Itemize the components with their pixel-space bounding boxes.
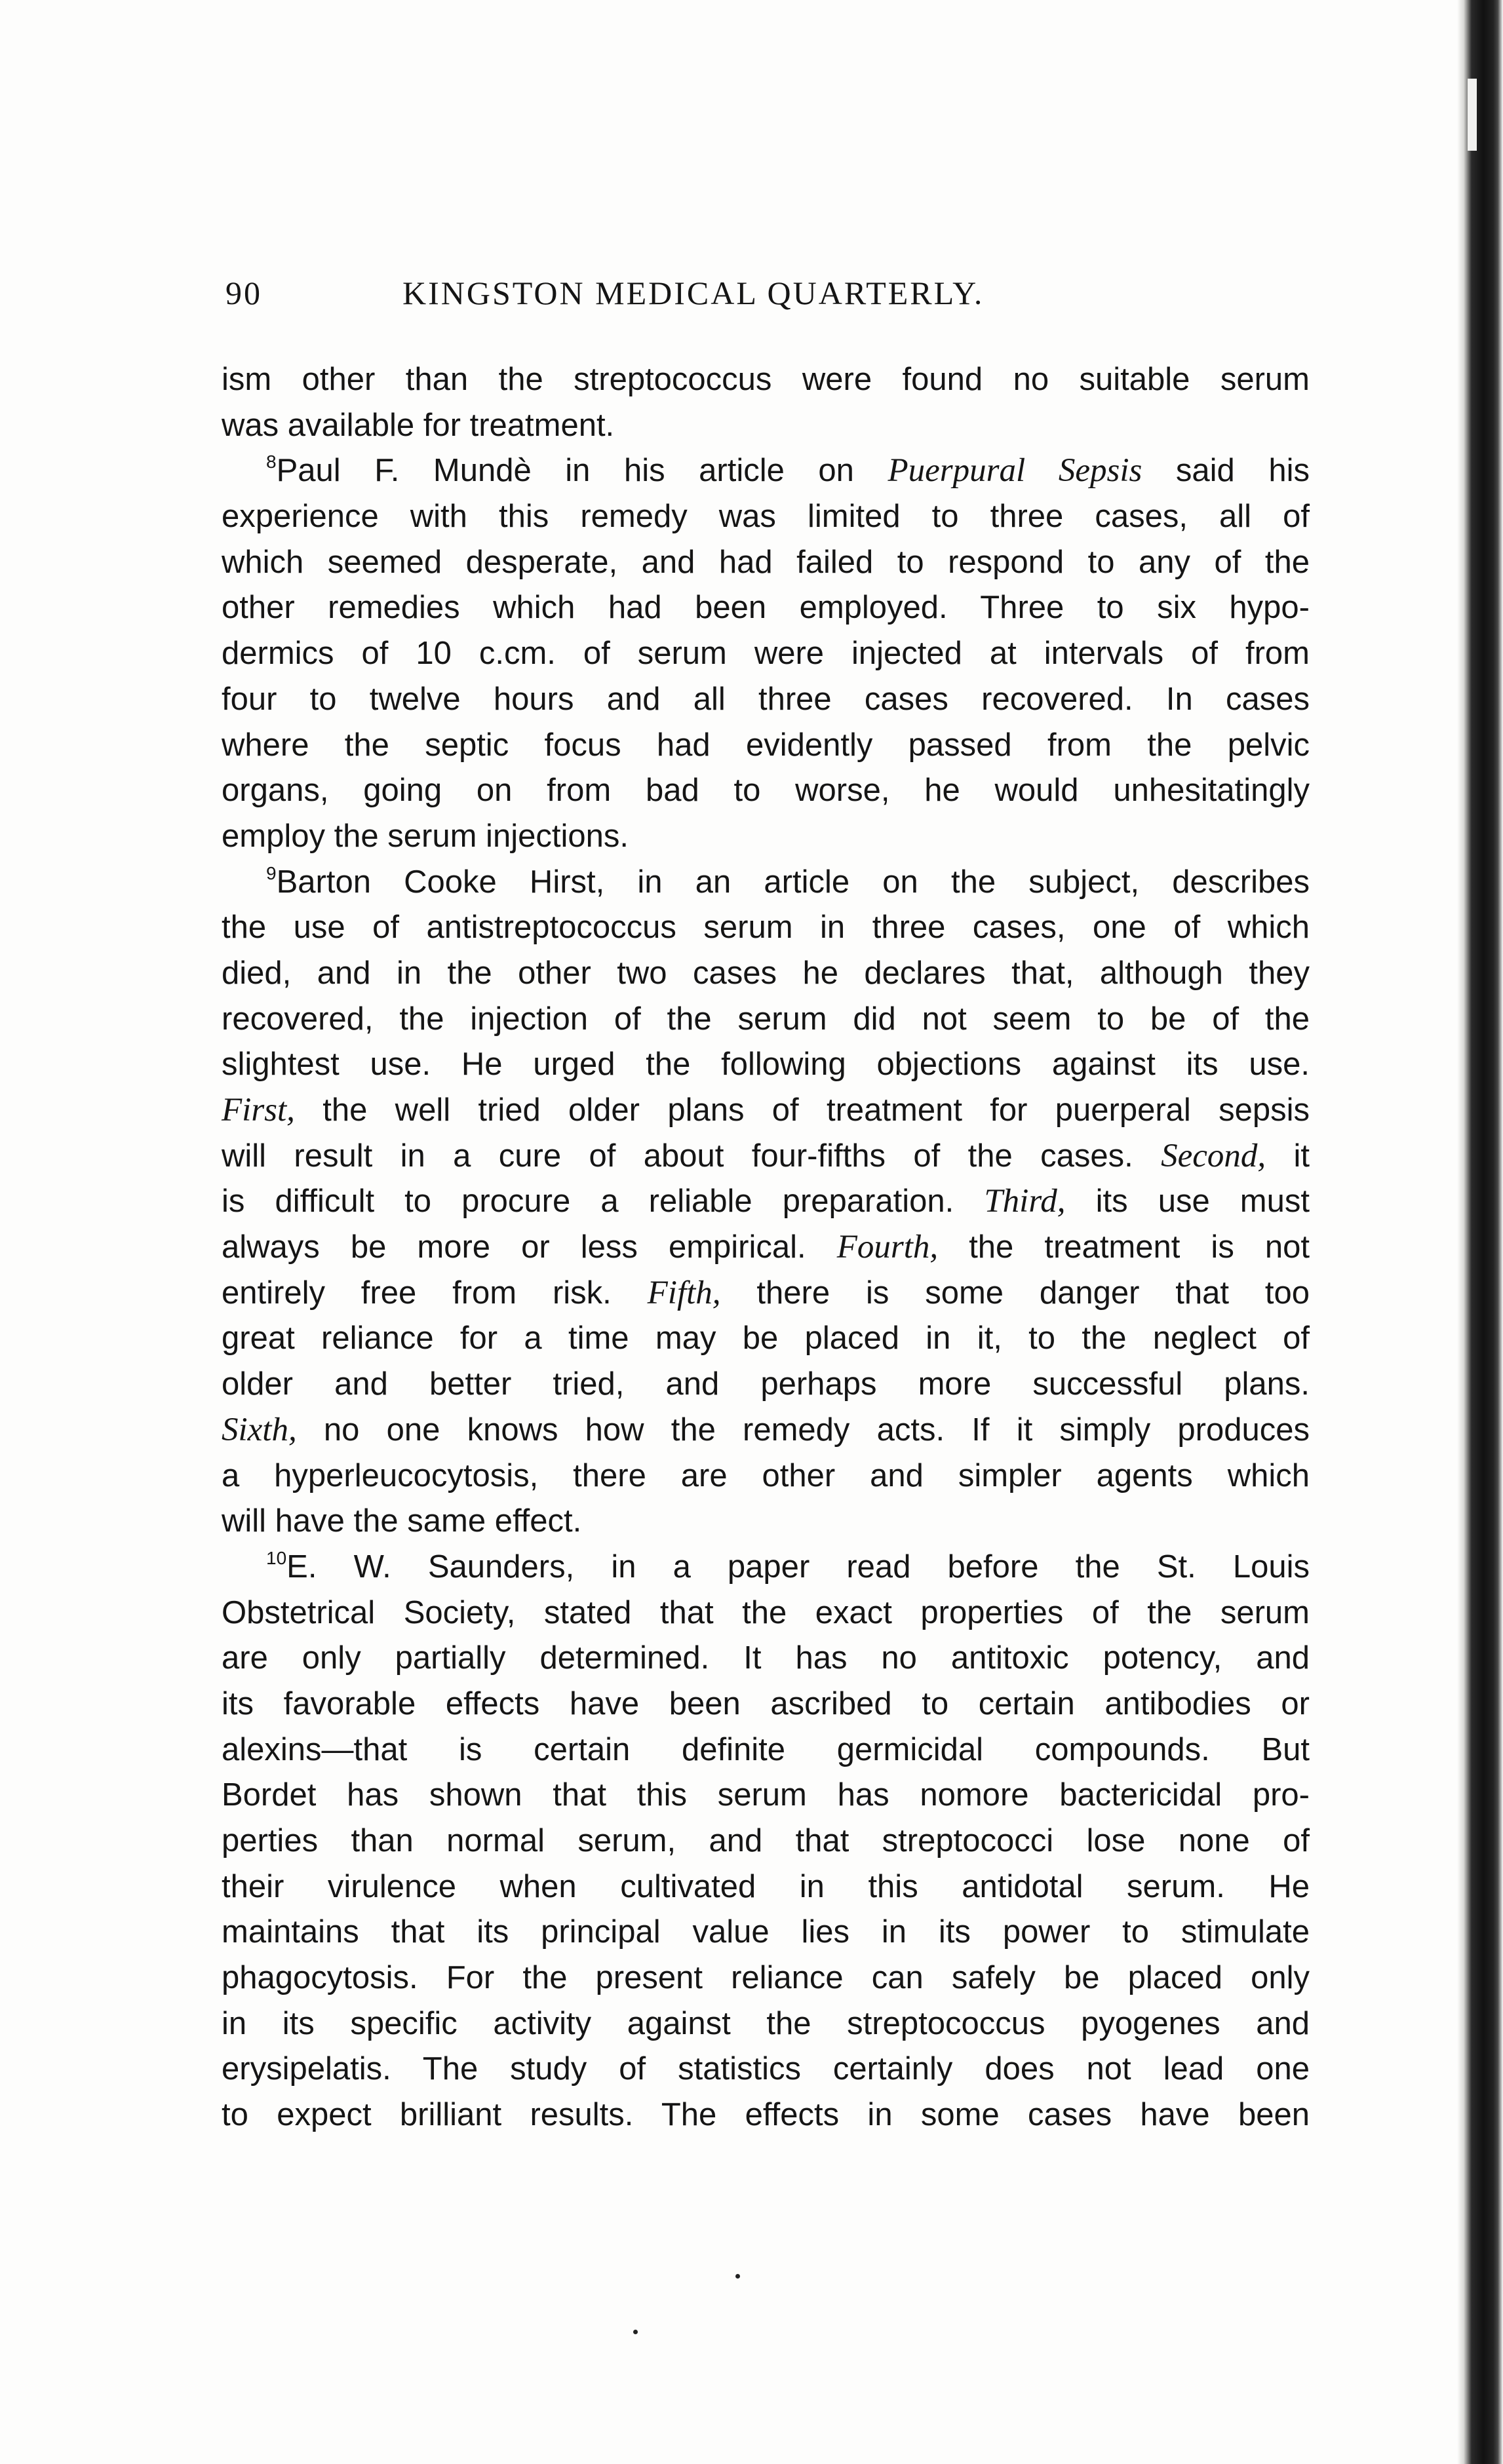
text-run: great reliance for a time may be placed in it, to the neglect of <box>222 1320 1310 1357</box>
body-text <box>222 357 1310 2138</box>
text-run: in its specific activity against the streptococcus pyogenes and <box>222 2005 1310 2041</box>
text-line <box>222 2092 1310 2138</box>
text-line <box>222 2047 1310 2092</box>
text-run: erysipelatis. The study of statistics certainly does not lead one <box>222 2051 1310 2087</box>
footnote-ref: 8 <box>266 452 277 472</box>
italic-run: Fourth, <box>836 1229 939 1266</box>
journal-title: KINGSTON MEDICAL QUARTERLY. <box>402 275 985 311</box>
text-run: four to twelve hours and all three cases recovered. In cases <box>222 681 1310 717</box>
text-run: ism other than the streptococcus were found no suitable serum <box>222 362 1310 397</box>
text-run: other remedies which had been employed. Three to six hypo- <box>222 590 1310 626</box>
text-run: employ the serum injections. <box>222 818 629 854</box>
text-run: was available for treatment. <box>222 407 615 443</box>
text-line <box>222 1134 1310 1180</box>
text-run: maintains that its principal value lies in its power to stimulate <box>222 1914 1310 1950</box>
text-line <box>222 1499 1310 1545</box>
text-run: recovered, the injection of the serum did not seem to be of the <box>222 1001 1310 1037</box>
text-line <box>222 1545 1310 1590</box>
text-run: dermics of 10 c.cm. of serum were injected at intervals of from <box>222 636 1310 672</box>
text-line <box>222 1727 1310 1773</box>
text-run: will result in a cure of about four-fifths of the cases. <box>222 1138 1161 1174</box>
running-head <box>225 274 1294 320</box>
italic-run: Third, <box>984 1183 1066 1220</box>
text-run: its use must <box>1065 1184 1310 1220</box>
text-line <box>222 1636 1310 1682</box>
text-run: their virulence when cultivated in this antidotal serum. He <box>222 1868 1310 1904</box>
text-run: are only partially determined. It has no antitoxic potency, and <box>222 1640 1310 1676</box>
text-run: alexins—that is certain definite germicidal compounds. But <box>222 1731 1310 1767</box>
text-run: said his <box>1142 453 1310 489</box>
text-run: phagocytosis. For the present reliance can safely be placed only <box>222 1960 1310 1996</box>
text-line <box>222 494 1310 540</box>
text-line <box>222 1042 1310 1088</box>
text-run: entirely free from risk. <box>222 1275 648 1311</box>
text-run: experience with this remedy was limited to three cases, all of <box>222 499 1310 535</box>
text-line <box>222 1819 1310 1864</box>
text-line <box>222 1316 1310 1362</box>
text-line <box>222 1955 1310 2001</box>
stray-mark <box>735 2274 740 2279</box>
text-line <box>222 814 1310 860</box>
italic-run: Second, <box>1161 1137 1266 1174</box>
text-run: Paul F. Mundè in his article on <box>276 453 888 489</box>
italic-run: First, <box>222 1092 295 1128</box>
text-line <box>222 1590 1310 1636</box>
text-run: a hyperleucocytosis, there are other and simpler agents which <box>222 1457 1310 1493</box>
text-run: there is some danger that too <box>720 1275 1310 1311</box>
footnote-ref: 10 <box>266 1547 287 1568</box>
text-line <box>222 1362 1310 1408</box>
page-number: 90 <box>225 275 262 311</box>
text-line <box>222 677 1310 723</box>
text-run: Obstetrical Society, stated that the exact properties of the serum <box>222 1594 1310 1630</box>
binding-mark <box>1468 79 1477 151</box>
italic-run: Sixth, <box>222 1411 297 1448</box>
text-line <box>222 768 1310 814</box>
text-run: will have the same effect. <box>222 1503 582 1539</box>
text-run: which seemed desperate, and had failed to respond to any of the <box>222 544 1310 580</box>
text-line <box>222 1271 1310 1317</box>
text-run: it <box>1266 1138 1310 1174</box>
text-line <box>222 1225 1310 1271</box>
text-run: no one knows how the remedy acts. If it simply produces <box>296 1412 1310 1448</box>
text-line <box>222 1179 1310 1225</box>
text-line <box>222 905 1310 951</box>
text-run: older and better tried, and perhaps more successful plans. <box>222 1366 1310 1402</box>
text-run: its favorable effects have been ascribed to certain antibodies or <box>222 1685 1310 1722</box>
stray-mark <box>633 2330 638 2334</box>
text-run: the well tried older plans of treatment for puerperal sepsis <box>294 1092 1310 1128</box>
text-line <box>222 723 1310 769</box>
text-line <box>222 860 1310 906</box>
text-line <box>222 1864 1310 1910</box>
text-line <box>222 357 1310 403</box>
text-line <box>222 1910 1310 1955</box>
text-run: Bordet has shown that this serum has nomore bactericidal pro- <box>222 1777 1310 1813</box>
text-line <box>222 585 1310 631</box>
text-line <box>222 448 1310 494</box>
text-line <box>222 1682 1310 1727</box>
text-line <box>222 2001 1310 2047</box>
text-run: organs, going on from bad to worse, he would unhesitatingly <box>222 773 1310 809</box>
binding-edge <box>1457 0 1503 2464</box>
footnote-ref: 9 <box>266 862 277 883</box>
text-run: is difficult to procure a reliable preparation. <box>222 1184 985 1220</box>
text-line <box>222 1453 1310 1499</box>
text-line <box>222 540 1310 586</box>
text-line <box>222 1088 1310 1134</box>
italic-run: Fifth, <box>647 1274 721 1311</box>
text-run: slightest use. He urged the following objections against its use. <box>222 1047 1310 1083</box>
text-run: to expect brilliant results. The effects in some cases have been <box>222 2097 1310 2133</box>
text-run: E. W. Saunders, in a paper read before the St. Louis <box>286 1549 1310 1585</box>
text-run: died, and in the other two cases he declares that, although they <box>222 955 1310 991</box>
text-line <box>222 997 1310 1043</box>
text-line <box>222 951 1310 997</box>
text-line <box>222 631 1310 677</box>
text-line <box>222 1773 1310 1819</box>
text-run: the treatment is not <box>938 1229 1310 1265</box>
text-line <box>222 1408 1310 1453</box>
text-run: Barton Cooke Hirst, in an article on the subject, describes <box>276 864 1310 900</box>
text-line <box>222 403 1310 449</box>
text-run: the use of antistreptococcus serum in three cases, one of which <box>222 910 1310 946</box>
text-run: always be more or less empirical. <box>222 1229 837 1265</box>
italic-run: Puerpural Sepsis <box>888 452 1142 490</box>
text-run: where the septic focus had evidently passed from the pelvic <box>222 727 1310 763</box>
text-run: perties than normal serum, and that streptococci lose none of <box>222 1823 1310 1858</box>
